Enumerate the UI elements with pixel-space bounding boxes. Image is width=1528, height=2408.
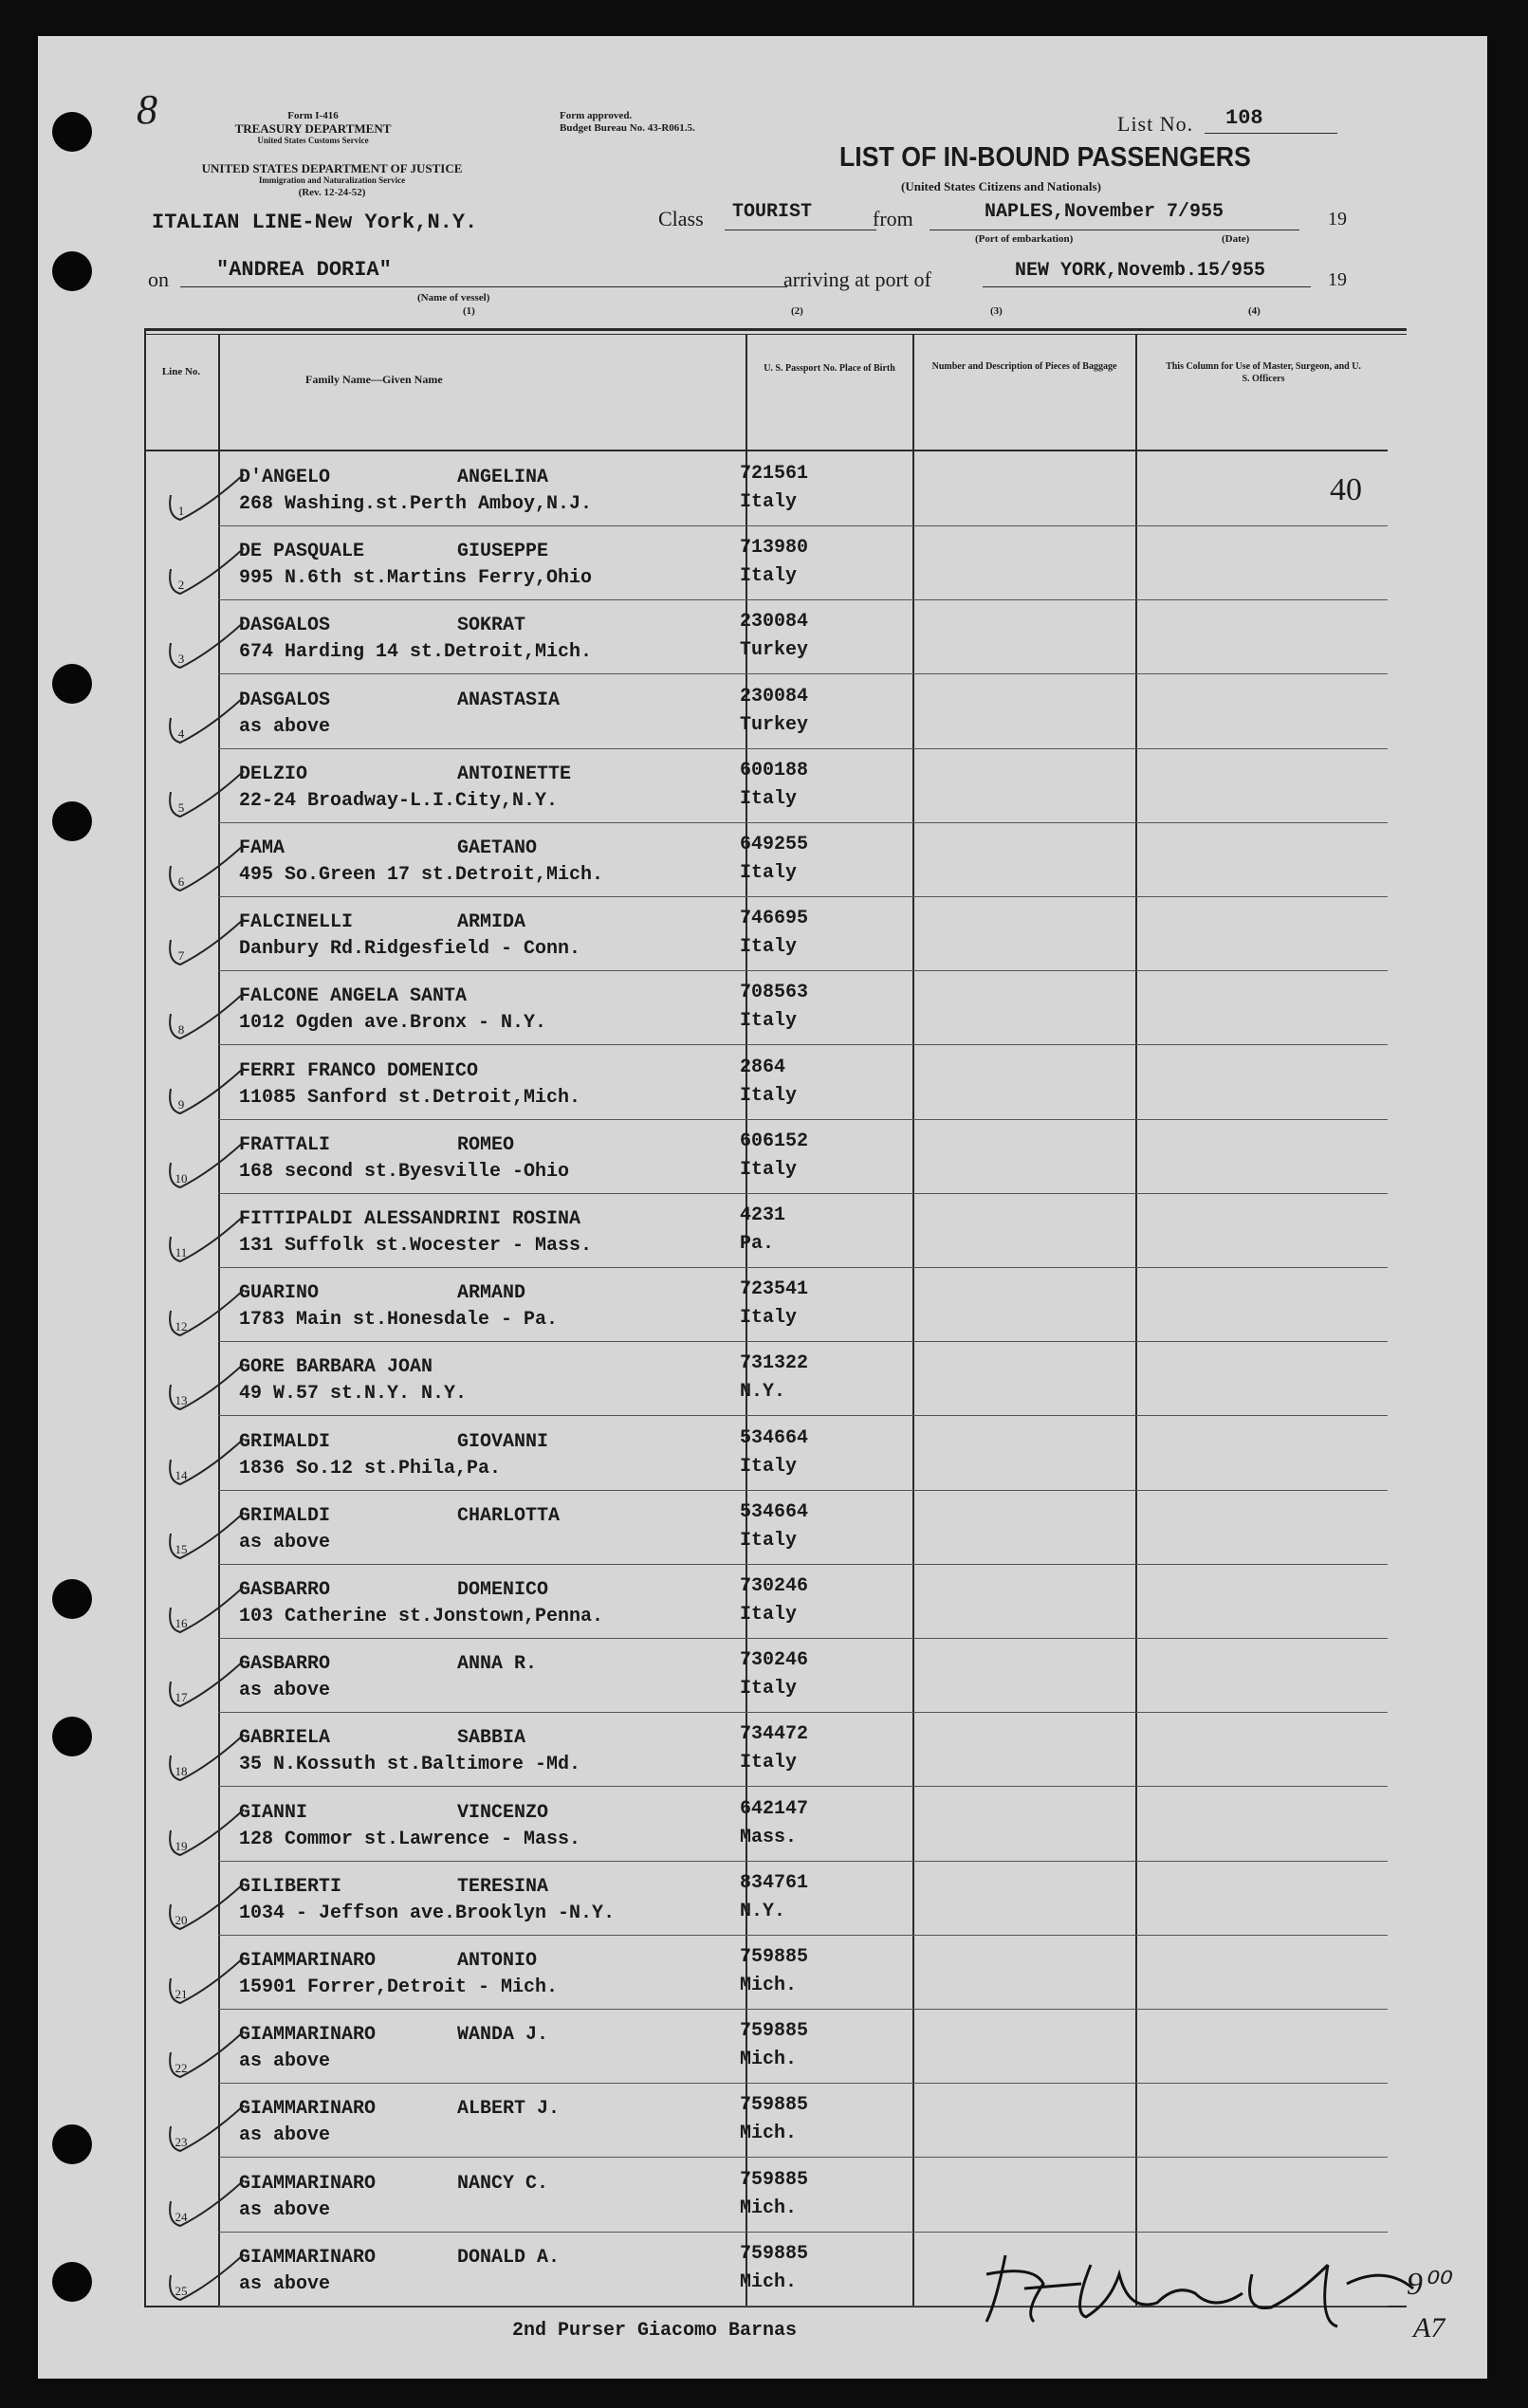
- line-number: 8: [177, 1022, 185, 1038]
- place-of-birth: Turkey: [740, 713, 809, 736]
- revision-date: (Rev. 12-24-52): [298, 187, 366, 198]
- address: as above: [239, 1531, 331, 1553]
- family-name: GRIMALDI: [239, 1504, 331, 1527]
- table-row: [144, 1267, 1388, 1342]
- passport-number: 534664: [740, 1426, 809, 1449]
- punch-hole: [52, 251, 92, 291]
- table-row: [144, 1787, 1388, 1862]
- column-index-4: (4): [1248, 305, 1261, 317]
- family-name: GIAMMARINARO: [239, 1950, 377, 1972]
- punch-hole: [52, 664, 92, 704]
- passport-number: 759885: [740, 2020, 809, 2043]
- passport-number: 759885: [740, 1946, 809, 1968]
- check-mark: [163, 1431, 249, 1488]
- address: 103 Catherine st.Jonstown,Penna.: [239, 1606, 604, 1627]
- table-row: [144, 1861, 1388, 1936]
- passport-number: 600188: [740, 759, 809, 781]
- check-mark: [163, 1060, 249, 1117]
- line-number: 16: [175, 1616, 188, 1630]
- line-number: 24: [175, 2209, 188, 2224]
- table-row: [144, 1638, 1388, 1713]
- justice-department: UNITED STATES DEPARTMENT OF JUSTICE: [201, 161, 463, 175]
- line-number: 15: [175, 1541, 188, 1556]
- family-name: GASBARRO: [239, 1579, 331, 1601]
- table-row: [144, 451, 1388, 526]
- given-name: ROMEO: [457, 1133, 515, 1156]
- given-name: ARMAND: [457, 1282, 526, 1305]
- given-name: ANGELINA: [457, 467, 549, 488]
- passport-number: 230084: [740, 611, 809, 634]
- check-mark: [163, 1208, 249, 1265]
- line-number: 13: [175, 1393, 188, 1408]
- place-of-birth: N.Y.: [740, 1900, 786, 1922]
- check-mark: [163, 1653, 249, 1710]
- place-of-birth: Mass.: [740, 1826, 798, 1848]
- place-of-birth: Mich.: [740, 2197, 798, 2219]
- table-row: [144, 896, 1388, 971]
- line-number: 1: [177, 504, 185, 518]
- table-row: [144, 1712, 1388, 1787]
- table-row: [144, 822, 1388, 897]
- line-number: 9: [177, 1096, 185, 1112]
- punch-hole: [52, 1717, 92, 1756]
- form-number: Form I-416: [287, 110, 339, 121]
- family-name: GASBARRO: [239, 1653, 331, 1676]
- address: 15901 Forrer,Detroit - Mich.: [239, 1976, 559, 1998]
- place-of-birth: Mich.: [740, 2270, 798, 2293]
- given-name: SABBIA: [457, 1727, 526, 1750]
- place-of-birth: Pa.: [740, 1233, 775, 1255]
- check-mark: [163, 615, 249, 671]
- table-row: [144, 1935, 1388, 2010]
- address: 35 N.Kossuth st.Baltimore -Md.: [239, 1754, 581, 1776]
- check-mark: [163, 911, 249, 968]
- passport-number: 708563: [740, 982, 809, 1004]
- address: as above: [239, 715, 331, 738]
- place-of-birth: Mich.: [740, 1975, 798, 1996]
- address: as above: [239, 2124, 331, 2147]
- family-name: GIAMMARINARO: [239, 2246, 377, 2269]
- family-name: FRATTALI: [239, 1133, 331, 1156]
- passport-number: 534664: [740, 1500, 809, 1523]
- line-number: 3: [177, 652, 185, 667]
- family-name: GABRIELA: [239, 1727, 331, 1750]
- family-name: DASGALOS: [239, 615, 331, 637]
- check-mark: [163, 1876, 249, 1933]
- family-name: GIAMMARINARO: [239, 2024, 377, 2047]
- year-suffix-2: 19: [1328, 269, 1347, 290]
- check-mark: [163, 1356, 249, 1413]
- table-row: [144, 2009, 1388, 2084]
- given-name: ANTOINETTE: [457, 763, 572, 785]
- shipping-line: ITALIAN LINE-New York,N.Y.: [152, 211, 478, 234]
- department-name: TREASURY DEPARTMENT: [234, 121, 392, 136]
- family-name: DASGALOS: [239, 689, 331, 711]
- check-mark: [163, 541, 249, 597]
- check-mark: [163, 467, 249, 524]
- family-name: GILIBERTI: [239, 1875, 342, 1898]
- place-of-birth: Turkey: [740, 639, 809, 662]
- line-number: 7: [177, 948, 185, 964]
- check-mark: [163, 2024, 249, 2081]
- address: 1783 Main st.Honesdale - Pa.: [239, 1309, 559, 1332]
- address: as above: [239, 2050, 331, 2073]
- document-title: LIST OF IN-BOUND PASSENGERS: [839, 142, 1251, 173]
- passport-number: 606152: [740, 1130, 809, 1152]
- family-name: GRIMALDI: [239, 1430, 331, 1453]
- given-name: GIOVANNI: [457, 1430, 549, 1453]
- address: 49 W.57 st.N.Y. N.Y.: [239, 1383, 468, 1406]
- place-of-birth: Mich.: [740, 2123, 798, 2145]
- table-row: [144, 599, 1388, 674]
- line-number: 14: [175, 1467, 188, 1482]
- passport-number: 713980: [740, 537, 809, 560]
- list-number: 108: [1225, 106, 1263, 130]
- table-row: [144, 1490, 1388, 1565]
- table-row: [144, 1193, 1388, 1268]
- passport-number: 4231: [740, 1204, 786, 1226]
- line-number: 6: [177, 874, 185, 889]
- family-name: FITTIPALDI ALESSANDRINI ROSINA: [239, 1208, 581, 1230]
- place-of-birth: Italy: [740, 1752, 798, 1774]
- place-of-birth: Italy: [740, 1307, 798, 1330]
- place-of-birth: Italy: [740, 1084, 798, 1107]
- budget-bureau: Budget Bureau No. 43-R061.5.: [560, 122, 695, 134]
- arriving-label: arriving at port of: [783, 267, 931, 291]
- given-name: DONALD A.: [457, 2246, 561, 2269]
- given-name: ARMIDA: [457, 911, 526, 934]
- place-of-birth: Italy: [740, 491, 798, 513]
- family-name: FAMA: [239, 837, 285, 859]
- family-name: FALCINELLI: [239, 911, 354, 934]
- punch-hole: [52, 801, 92, 841]
- given-name: ANASTASIA: [457, 689, 561, 711]
- arrival-port-date: NEW YORK,Novemb.15/955: [1015, 260, 1266, 282]
- family-name: GIAMMARINARO: [239, 2172, 377, 2195]
- check-mark: [163, 2173, 249, 2230]
- customs-service: United States Customs Service: [257, 136, 369, 145]
- family-name: GIAMMARINARO: [239, 2098, 377, 2121]
- table-row: [144, 1416, 1388, 1491]
- line-number: 5: [177, 800, 185, 815]
- handwritten-signature: [967, 2236, 1461, 2331]
- check-mark: [163, 1134, 249, 1191]
- line-number: 10: [175, 1170, 188, 1186]
- page-mark: 8: [137, 86, 157, 133]
- place-of-birth: Italy: [740, 1455, 798, 1478]
- table-row: [144, 2158, 1388, 2233]
- address: 674 Harding 14 st.Detroit,Mich.: [239, 641, 593, 664]
- time-annotation-2: A7: [1413, 2312, 1445, 2344]
- address: as above: [239, 2198, 331, 2221]
- place-of-birth: Italy: [740, 565, 798, 588]
- given-name: GIUSEPPE: [457, 541, 549, 563]
- line-number: 18: [175, 1764, 188, 1779]
- place-of-birth: Mich.: [740, 2049, 798, 2071]
- passport-number: 759885: [740, 2094, 809, 2117]
- address: 1034 - Jeffson ave.Brooklyn -N.Y.: [239, 1902, 616, 1924]
- table-row: [144, 1119, 1388, 1194]
- form-approved: Form approved.: [560, 110, 633, 121]
- table-row: [144, 674, 1388, 749]
- place-of-birth: Italy: [740, 787, 798, 810]
- table-row: [144, 1564, 1388, 1639]
- column-header-officers: This Column for Use of Master, Surgeon, and U. S. Officers: [1166, 361, 1361, 384]
- table-row: [144, 525, 1388, 600]
- column-header-name: Family Name—Given Name: [305, 373, 443, 386]
- punch-hole: [52, 2124, 92, 2164]
- place-of-birth: Italy: [740, 1604, 798, 1626]
- given-name: ALBERT J.: [457, 2098, 561, 2121]
- document-subtitle: (United States Citizens and Nationals): [901, 179, 1101, 193]
- passport-number: 649255: [740, 834, 809, 855]
- family-name: FERRI FRANCO DOMENICO: [239, 1059, 479, 1082]
- line-number: 4: [177, 726, 185, 741]
- place-of-birth: Italy: [740, 1678, 798, 1700]
- address: 11085 Sanford st.Detroit,Mich.: [239, 1086, 581, 1109]
- passport-number: 230084: [740, 685, 809, 708]
- purser-signature-line: 2nd Purser Giacomo Barnas: [512, 2320, 798, 2342]
- passport-number: 834761: [740, 1871, 809, 1894]
- date-caption: (Date): [1222, 233, 1250, 245]
- line-number: 17: [175, 1690, 188, 1705]
- column-header-line-no: Line No.: [161, 366, 201, 377]
- on-label: on: [148, 267, 169, 291]
- address: 495 So.Green 17 st.Detroit,Mich.: [239, 864, 604, 886]
- given-name: WANDA J.: [457, 2024, 549, 2047]
- line-number: 19: [175, 1838, 188, 1853]
- place-of-birth: Italy: [740, 1529, 798, 1552]
- given-name: VINCENZO: [457, 1801, 549, 1824]
- vessel-name: "ANDREA DORIA": [216, 258, 392, 282]
- family-name: DE PASQUALE: [239, 541, 365, 563]
- address: 1836 So.12 st.Phila,Pa.: [239, 1457, 502, 1480]
- given-name: CHARLOTTA: [457, 1504, 561, 1527]
- address: Danbury Rd.Ridgesfield - Conn.: [239, 938, 581, 961]
- check-mark: [163, 1282, 249, 1339]
- given-name: ANTONIO: [457, 1950, 538, 1972]
- check-mark: [163, 1579, 249, 1636]
- passport-number: 642147: [740, 1797, 809, 1820]
- line-number: 11: [175, 1245, 188, 1259]
- given-name: ANNA R.: [457, 1653, 538, 1676]
- address: 168 second st.Byesville -Ohio: [239, 1160, 570, 1183]
- check-mark: [163, 1950, 249, 2007]
- given-name: SOKRAT: [457, 615, 526, 637]
- passport-number: 734472: [740, 1723, 809, 1746]
- passport-number: 759885: [740, 2168, 809, 2191]
- address: 131 Suffolk st.Wocester - Mass.: [239, 1235, 593, 1257]
- immigration-service: Immigration and Naturalization Service: [258, 175, 406, 185]
- check-mark: [163, 1802, 249, 1859]
- year-suffix-1: 19: [1328, 209, 1347, 230]
- given-name: NANCY C.: [457, 2172, 549, 2195]
- family-name: D'ANGELO: [239, 467, 331, 488]
- passport-number: 730246: [740, 1649, 809, 1672]
- place-of-birth: Italy: [740, 862, 798, 884]
- line-number: 2: [177, 578, 185, 593]
- address: 268 Washing.st.Perth Amboy,N.J.: [239, 493, 593, 515]
- family-name: GIANNI: [239, 1801, 308, 1824]
- table-row: [144, 1341, 1388, 1416]
- given-name: GAETANO: [457, 837, 538, 859]
- passport-number: 730246: [740, 1575, 809, 1597]
- passport-number: 723541: [740, 1278, 809, 1301]
- port-caption: (Port of embarkation): [975, 233, 1074, 245]
- vessel-caption: (Name of vessel): [417, 292, 490, 303]
- family-name: GORE BARBARA JOAN: [239, 1356, 433, 1379]
- check-mark: [163, 2098, 249, 2155]
- passport-number: 759885: [740, 2242, 809, 2265]
- line-number: 21: [175, 1987, 188, 2001]
- punch-hole: [52, 112, 92, 152]
- address: 22-24 Broadway-L.I.City,N.Y.: [239, 789, 559, 812]
- line-number: 12: [175, 1319, 188, 1334]
- from-label: from: [873, 207, 913, 230]
- punch-hole: [52, 1579, 92, 1619]
- family-name: FALCONE ANGELA SANTA: [239, 985, 468, 1008]
- check-mark: [163, 1727, 249, 1784]
- passenger-table: [144, 328, 1407, 2307]
- address: as above: [239, 2272, 331, 2295]
- passport-number: 721561: [740, 463, 809, 485]
- table-row: [144, 970, 1388, 1045]
- family-name: GUARINO: [239, 1282, 320, 1305]
- column-header-passport: U. S. Passport No. Place of Birth: [764, 363, 895, 374]
- time-annotation: 9⁰⁰: [1407, 2267, 1449, 2302]
- given-name: DOMENICO: [457, 1579, 549, 1601]
- column-index-3: (3): [990, 305, 1003, 317]
- line-number: 22: [175, 2061, 188, 2076]
- passport-number: 746695: [740, 908, 809, 930]
- address: as above: [239, 1680, 331, 1702]
- address: 995 N.6th st.Martins Ferry,Ohio: [239, 567, 593, 590]
- table-row: [144, 1045, 1388, 1120]
- check-mark: [163, 2247, 249, 2304]
- address: 128 Commor st.Lawrence - Mass.: [239, 1828, 581, 1850]
- line-number: 23: [175, 2135, 188, 2150]
- embarkation-port-date: NAPLES,November 7/955: [985, 201, 1224, 223]
- column-index-2: (2): [791, 305, 803, 317]
- line-number: 20: [175, 1912, 188, 1927]
- margin-count: 40: [1330, 472, 1362, 507]
- column-header-baggage: Number and Description of Pieces of Baggage: [931, 361, 1117, 372]
- table-row: [144, 748, 1388, 823]
- check-mark: [163, 1505, 249, 1562]
- passport-number: 731322: [740, 1352, 809, 1375]
- place-of-birth: Italy: [740, 1158, 798, 1181]
- check-mark: [163, 985, 249, 1042]
- passport-number: 2864: [740, 1056, 786, 1078]
- check-mark: [163, 837, 249, 894]
- class-label: Class: [658, 207, 704, 230]
- given-name: TERESINA: [457, 1875, 549, 1898]
- address: 1012 Ogden ave.Bronx - N.Y.: [239, 1012, 547, 1035]
- place-of-birth: Italy: [740, 936, 798, 959]
- place-of-birth: N.Y.: [740, 1381, 786, 1404]
- line-number: 25: [175, 2283, 188, 2298]
- document-page: [38, 36, 1487, 2379]
- column-index-1: (1): [463, 305, 475, 317]
- punch-hole: [52, 2262, 92, 2302]
- check-mark: [163, 763, 249, 820]
- family-name: DELZIO: [239, 763, 308, 785]
- table-row: [144, 2083, 1388, 2158]
- class-value: TOURIST: [732, 201, 813, 223]
- place-of-birth: Italy: [740, 1010, 798, 1033]
- check-mark: [163, 689, 249, 746]
- list-number-label: List No.: [1117, 112, 1194, 136]
